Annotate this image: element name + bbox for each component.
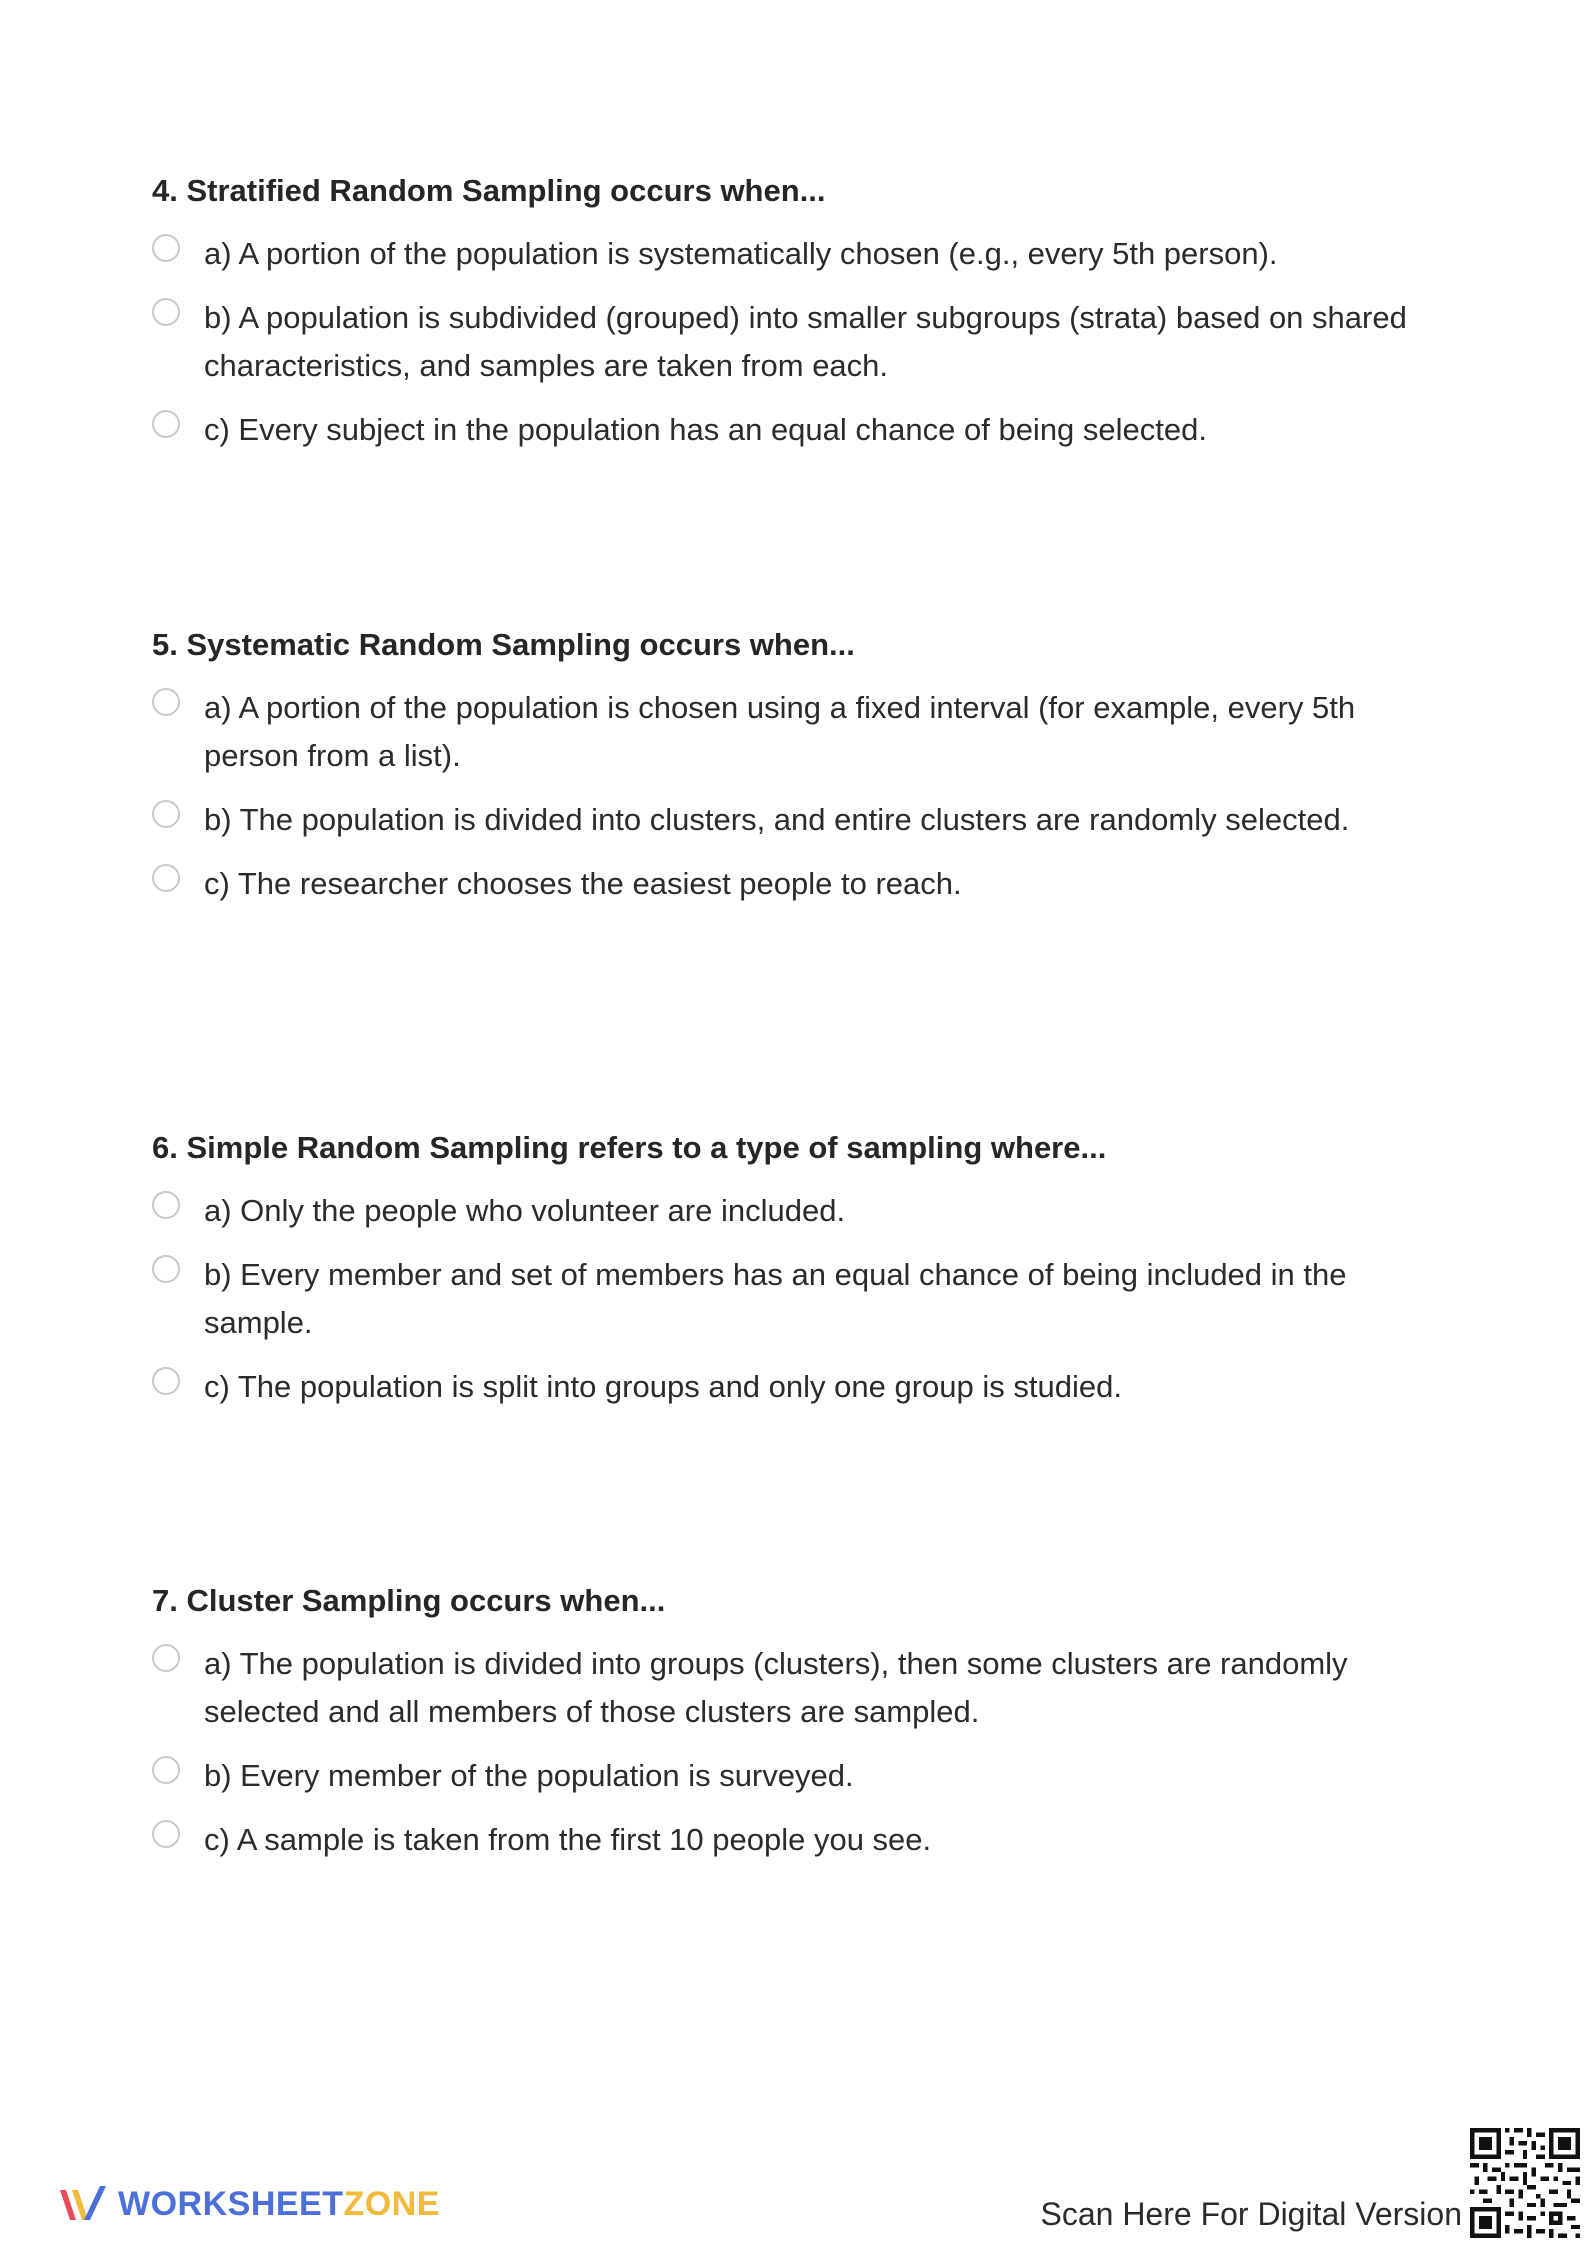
answer-option-a[interactable] (152, 1187, 1452, 1235)
radio-button[interactable] (152, 688, 180, 716)
radio-button[interactable] (152, 1644, 180, 1672)
answer-option-a[interactable] (152, 230, 1452, 278)
scan-here-text: Scan Here For Digital Version (1040, 2196, 1462, 2232)
answer-option-c[interactable] (152, 1363, 1452, 1411)
question-title: 4. Stratified Random Sampling occurs when... (152, 173, 826, 208)
answer-option-b[interactable] (152, 294, 1452, 390)
logo-word-zone: ZONE (343, 2184, 440, 2223)
radio-button[interactable] (152, 864, 180, 892)
question-7 (152, 1580, 1452, 1880)
radio-button[interactable] (152, 800, 180, 828)
answer-option-b[interactable] (152, 1251, 1452, 1347)
question-4 (152, 170, 1452, 470)
answer-option-label: b) A population is subdivided (grouped) into smaller subgroups (strata) based on shared characteristics, and samples are taken from each. (204, 300, 1407, 383)
answer-option-label: c) Every subject in the population has an equal chance of being selected. (204, 412, 1207, 447)
radio-button[interactable] (152, 1255, 180, 1283)
radio-button[interactable] (152, 1191, 180, 1219)
answer-option-label: a) A portion of the population is systematically chosen (e.g., every 5th person). (204, 236, 1278, 271)
answer-option-label: b) The population is divided into clusters, and entire clusters are randomly selected. (204, 802, 1350, 837)
radio-button[interactable] (152, 234, 180, 262)
answer-option-label: a) The population is divided into groups (clusters), then some clusters are randomly selected and all members of those clusters are sampled. (204, 1646, 1348, 1729)
radio-button[interactable] (152, 1756, 180, 1784)
answer-option-a[interactable] (152, 684, 1452, 780)
answer-option-c[interactable] (152, 1816, 1452, 1864)
answer-option-c[interactable] (152, 406, 1452, 454)
radio-button[interactable] (152, 410, 180, 438)
answer-option-label: b) Every member of the population is surveyed. (204, 1758, 854, 1793)
logo-word-worksheet: WORKSHEET (118, 2184, 344, 2223)
question-title: 5. Systematic Random Sampling occurs when... (152, 627, 855, 662)
answer-option-label: a) Only the people who volunteer are included. (204, 1193, 846, 1228)
worksheetzone-logo (58, 2180, 440, 2228)
radio-button[interactable] (152, 1820, 180, 1848)
answer-option-label: b) Every member and set of members has an equal chance of being included in the sample. (204, 1257, 1347, 1340)
question-6 (152, 1127, 1452, 1427)
radio-button[interactable] (152, 1367, 180, 1395)
question-title: 6. Simple Random Sampling refers to a type of sampling where... (152, 1130, 1107, 1165)
answer-option-a[interactable] (152, 1640, 1452, 1736)
answer-option-label: a) A portion of the population is chosen using a fixed interval (for example, every 5th person from a list). (204, 690, 1356, 773)
question-title: 7. Cluster Sampling occurs when... (152, 1583, 666, 1618)
answer-option-b[interactable] (152, 1752, 1452, 1800)
logo-text (118, 2185, 440, 2224)
answer-option-c[interactable] (152, 860, 1452, 908)
answer-option-label: c) A sample is taken from the first 10 people you see. (204, 1822, 932, 1857)
answer-option-label: c) The researcher chooses the easiest people to reach. (204, 866, 962, 901)
answer-option-b[interactable] (152, 796, 1452, 844)
qr-code-icon[interactable] (1470, 2128, 1580, 2238)
radio-button[interactable] (152, 298, 180, 326)
question-5 (152, 624, 1452, 924)
worksheetzone-logo-icon (58, 2180, 108, 2228)
answer-option-label: c) The population is split into groups and only one group is studied. (204, 1369, 1122, 1404)
